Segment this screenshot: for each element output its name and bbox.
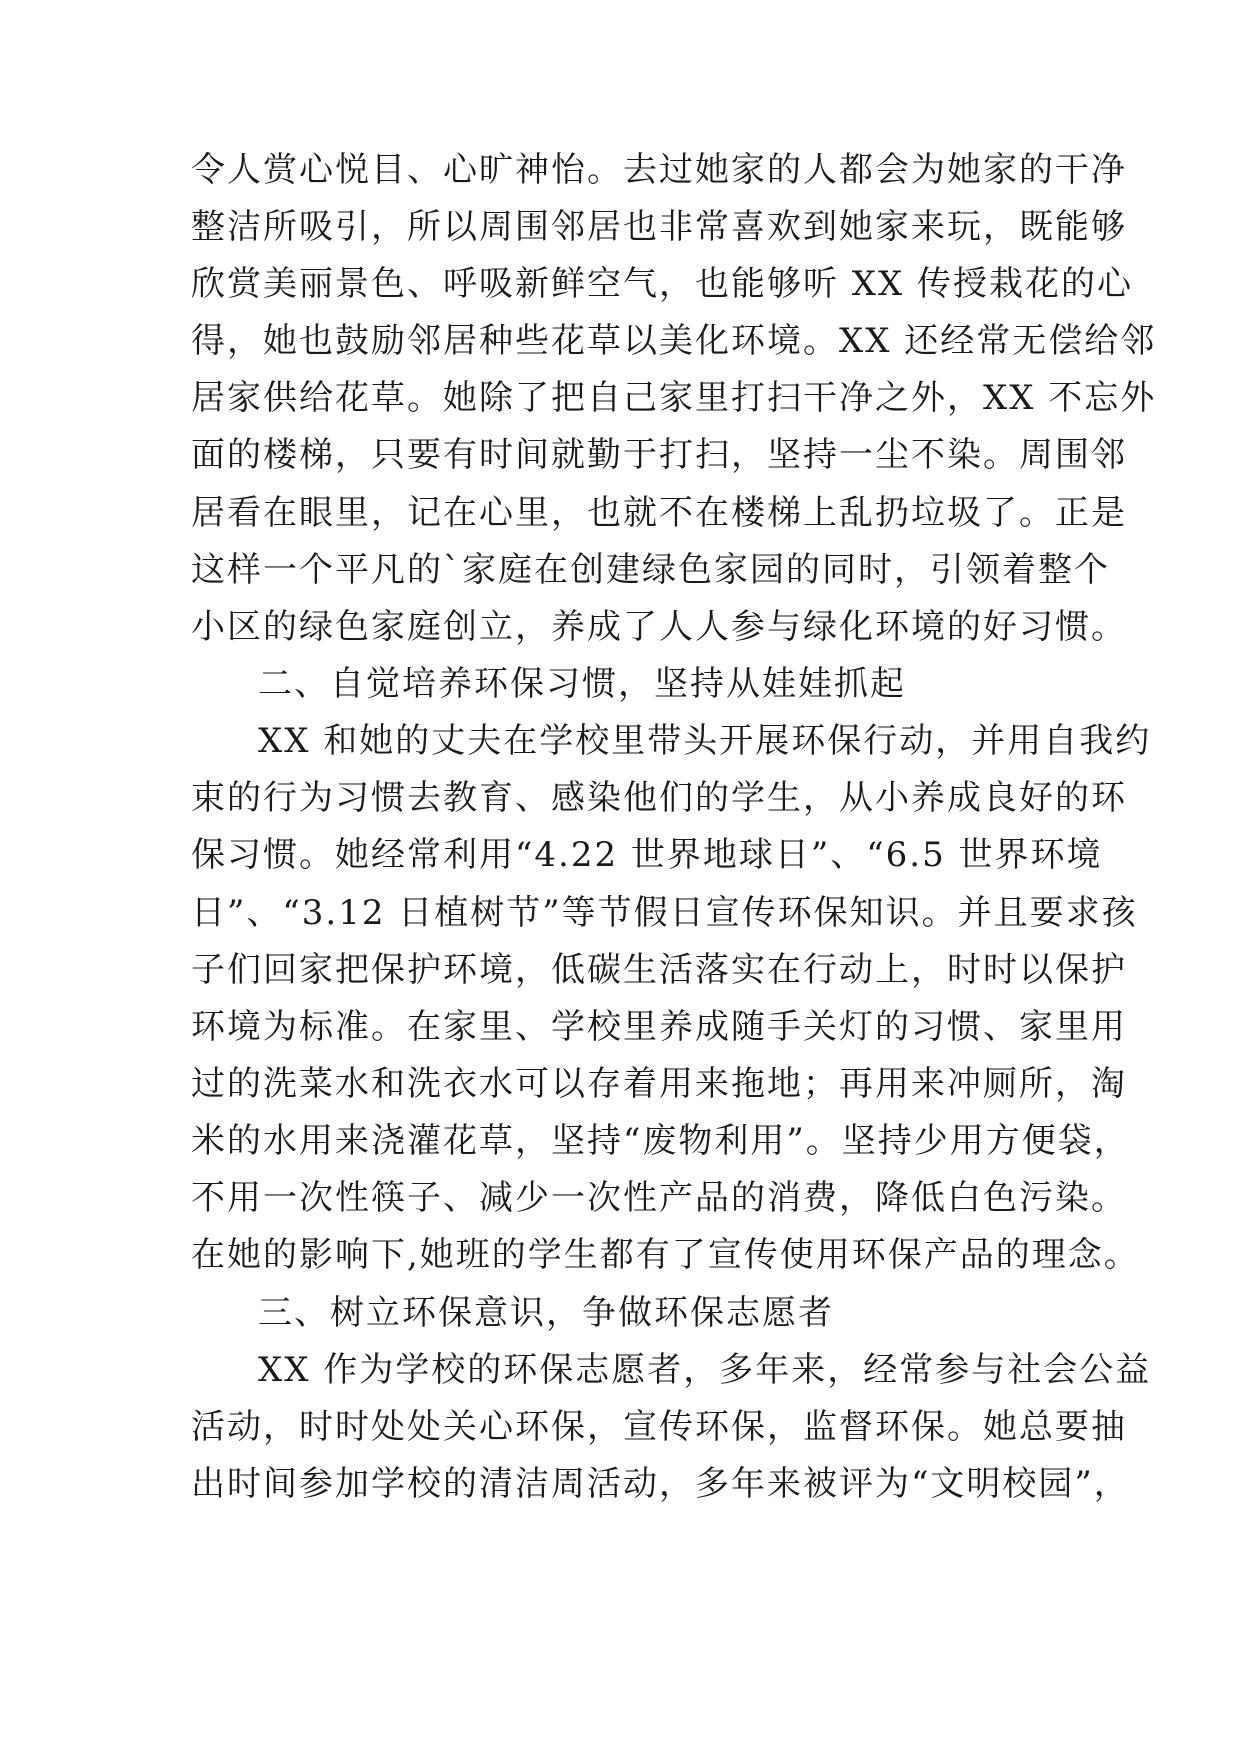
text-line: 过的洗菜水和洗衣水可以存着用来拖地；再用来冲厕所，淘 bbox=[191, 1064, 1127, 1104]
text-line: XX 作为学校的环保志愿者，多年来，经常参与社会公益 bbox=[258, 1350, 1152, 1390]
text-line: XX 和她的丈夫在学校里带头开展环保行动，并用自我约 bbox=[258, 721, 1152, 761]
text-line: 令人赏心悦目、心旷神怡。去过她家的人都会为她家的干净 bbox=[191, 150, 1127, 190]
text-line: 子们回家把保护环境，低碳生活落实在行动上，时时以保护 bbox=[191, 950, 1127, 990]
text-line: 欣赏美丽景色、呼吸新鲜空气，也能够听 XX 传授栽花的心 bbox=[191, 264, 1134, 304]
text-line: 束的行为习惯去教育、感染他们的学生，从小养成良好的环 bbox=[191, 778, 1127, 818]
text-line: 居家供给花草。她除了把自己家里打扫干净之外，XX 不忘外 bbox=[191, 378, 1157, 418]
text-line: 得，她也鼓励邻居种些花草以美化环境。XX 还经常无偿给邻 bbox=[191, 321, 1157, 361]
text-line: 居看在眼里，记在心里，也就不在楼梯上乱扔垃圾了。正是 bbox=[191, 493, 1127, 533]
text-line: 小区的绿色家庭创立，养成了人人参与绿化环境的好习惯。 bbox=[191, 607, 1127, 647]
text-line: 保习惯。她经常利用“4.22 世界地球日”、“6.5 世界环境 bbox=[191, 835, 1103, 875]
section-heading: 三、树立环保意识，争做环保志愿者 bbox=[258, 1293, 834, 1333]
section-heading: 二、自觉培养环保习惯，坚持从娃娃抓起 bbox=[258, 664, 906, 704]
text-line: 环境为标准。在家里、学校里养成随手关灯的习惯、家里用 bbox=[191, 1007, 1127, 1047]
text-line: 在她的影响下,她班的学生都有了宣传使用环保产品的理念。 bbox=[191, 1235, 1140, 1275]
text-line: 出时间参加学校的清洁周活动，多年来被评为“文明校园”， bbox=[191, 1464, 1130, 1504]
text-line: 这样一个平凡的`家庭在创建绿色家园的同时，引领着整个 bbox=[191, 550, 1110, 590]
text-line: 不用一次性筷子、减少一次性产品的消费，降低白色污染。 bbox=[191, 1178, 1127, 1218]
text-line: 整洁所吸引，所以周围邻居也非常喜欢到她家来玩，既能够 bbox=[191, 207, 1127, 247]
text-line: 日”、“3.12 日植树节”等节假日宣传环保知识。并且要求孩 bbox=[191, 893, 1138, 933]
text-line: 面的楼梯，只要有时间就勤于打扫，坚持一尘不染。周围邻 bbox=[191, 435, 1127, 475]
text-line: 活动，时时处处关心环保，宣传环保，监督环保。她总要抽 bbox=[191, 1407, 1127, 1447]
text-line: 米的水用来浇灌花草，坚持“废物利用”。坚持少用方便袋， bbox=[191, 1121, 1130, 1161]
